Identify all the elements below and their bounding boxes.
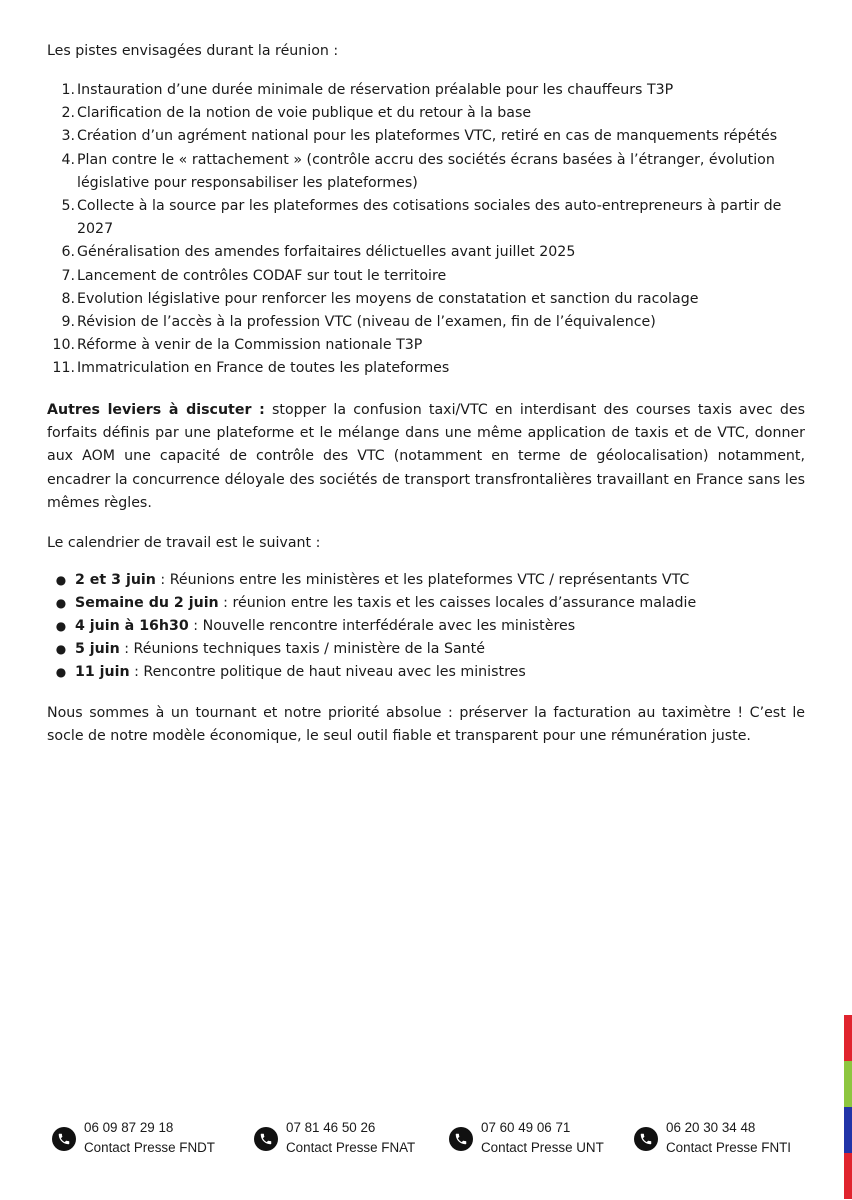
- bullet-icon: ●: [55, 595, 67, 610]
- calendar-date: 11 juin: [75, 664, 130, 681]
- pistes-intro: Les pistes envisagées durant la réunion :: [47, 43, 339, 59]
- list-item: [47, 125, 805, 148]
- list-item: [47, 638, 805, 661]
- contact-phone[interactable]: 06 20 30 34 48: [666, 1120, 756, 1135]
- contact-unt: [449, 1118, 604, 1158]
- item-number: 6.: [61, 244, 75, 261]
- levers-label: Autres leviers à discuter :: [47, 401, 265, 418]
- stripe: [844, 1153, 852, 1199]
- item-number: 10.: [52, 337, 75, 354]
- bullet-icon: ●: [55, 665, 67, 680]
- calendar-date: Semaine du 2 juin: [75, 594, 219, 611]
- item-text: Lancement de contrôles CODAF sur tout le territoire: [77, 267, 447, 284]
- pistes-list: [47, 79, 805, 381]
- phone-icon: [449, 1127, 473, 1151]
- bullet-icon: ●: [55, 642, 67, 657]
- item-text: Révision de l’accès à la profession VTC (niveau de l’examen, fin de l’équivalence): [77, 314, 656, 331]
- list-item: [47, 615, 805, 638]
- item-number: 7.: [61, 267, 75, 284]
- item-number: 9.: [61, 314, 75, 331]
- contact-fndt: [52, 1118, 215, 1158]
- calendar-list: [47, 569, 805, 685]
- item-number: 4.: [61, 151, 75, 168]
- item-number: 11.: [52, 360, 75, 377]
- item-text: Collecte à la source par les plateformes des cotisations sociales des auto-entrepreneurs à partir de 2027: [77, 198, 782, 238]
- levers-paragraph: [47, 399, 805, 516]
- calendar-text: : Rencontre politique de haut niveau avec les ministres: [129, 664, 526, 681]
- calendar-text: : Nouvelle rencontre interfédérale avec les ministères: [188, 618, 576, 635]
- item-text: Réforme à venir de la Commission nationale T3P: [77, 337, 423, 354]
- calendar-intro: Le calendrier de travail est le suivant :: [47, 534, 321, 551]
- stripe: [844, 1107, 852, 1153]
- calendar-date: 4 juin à 16h30: [75, 618, 189, 635]
- levers-text: stopper la confusion taxi/VTC en interdisant des courses taxis avec des forfaits définis par une plateforme et le mélange dans une même application de taxis et de VTC, donner aux AOM une capacité de contrôle des VTC (notamment en terme de géolocalisation) notamment, encadrer la concurrence déloyale des sociétés de transport transfrontalières travaillant en France sans les mêmes règles.: [47, 401, 806, 512]
- item-text: Création d’un agrément national pour les plateformes VTC, retiré en cas de manquements répétés: [77, 128, 778, 145]
- contact-phone[interactable]: 07 60 49 06 71: [481, 1120, 571, 1135]
- item-number: 1.: [61, 82, 75, 98]
- contact-phone[interactable]: 07 81 46 50 26: [286, 1120, 376, 1135]
- list-item: [47, 357, 805, 380]
- calendar-text: : Réunions entre les ministères et les plateformes VTC / représentants VTC: [155, 571, 690, 588]
- closing-paragraph: Nous sommes à un tournant et notre priorité absolue : préserver la facturation au taximètre ! C’est le socle de notre modèle économique, le seul outil fiable et transparent pour une rémunération juste.: [47, 704, 805, 745]
- stripe: [844, 1061, 852, 1107]
- item-text: Généralisation des amendes forfaitaires délictuelles avant juillet 2025: [77, 244, 576, 261]
- item-number: 8.: [61, 290, 75, 307]
- calendar-date: 2 et 3 juin: [75, 571, 156, 588]
- list-item: [47, 569, 805, 592]
- bullet-icon: ●: [55, 619, 67, 634]
- list-item: [47, 195, 805, 241]
- contact-label: Contact Presse FNTI: [666, 1140, 792, 1155]
- item-text: Plan contre le « rattachement » (contrôle accru des sociétés écrans basées à l’étranger, évolution législative pour responsabiliser les plateformes): [77, 151, 775, 191]
- contact-fnat: [254, 1118, 415, 1158]
- list-item: [47, 334, 805, 357]
- phone-icon: [52, 1127, 76, 1151]
- item-number: 3.: [61, 128, 75, 145]
- item-number: 2.: [61, 105, 75, 122]
- color-stripes: [844, 1015, 852, 1200]
- phone-icon: [634, 1127, 658, 1151]
- contact-label: Contact Presse FNDT: [84, 1140, 215, 1155]
- bullet-icon: ●: [55, 572, 67, 587]
- item-text: Clarification de la notion de voie publique et du retour à la base: [77, 105, 532, 122]
- list-item: [47, 661, 805, 684]
- list-item: [47, 592, 805, 615]
- document-body: [47, 40, 805, 749]
- list-item: [47, 288, 805, 311]
- contact-phone[interactable]: 06 09 87 29 18: [84, 1120, 174, 1135]
- item-text: Evolution législative pour renforcer les moyens de constatation et sanction du racolage: [77, 290, 699, 307]
- list-item: [47, 241, 805, 264]
- calendar-text: : réunion entre les taxis et les caisses locales d’assurance maladie: [218, 594, 697, 611]
- contact-label: Contact Presse FNAT: [286, 1140, 416, 1155]
- calendar-text: : Réunions techniques taxis / ministère de la Santé: [119, 641, 485, 658]
- phone-icon: [254, 1127, 278, 1151]
- contact-label: Contact Presse UNT: [481, 1140, 604, 1155]
- list-item: [47, 311, 805, 334]
- item-number: 5.: [61, 198, 75, 215]
- press-contacts-footer: [52, 1118, 812, 1168]
- list-item: [47, 79, 805, 102]
- item-text: Instauration d’une durée minimale de réservation préalable pour les chauffeurs T3P: [77, 82, 674, 98]
- contact-fnti: [634, 1118, 791, 1158]
- list-item: [47, 265, 805, 288]
- stripe: [844, 1015, 852, 1061]
- list-item: [47, 149, 805, 195]
- list-item: [47, 102, 805, 125]
- item-text: Immatriculation en France de toutes les plateformes: [77, 360, 450, 377]
- calendar-date: 5 juin: [75, 641, 120, 658]
